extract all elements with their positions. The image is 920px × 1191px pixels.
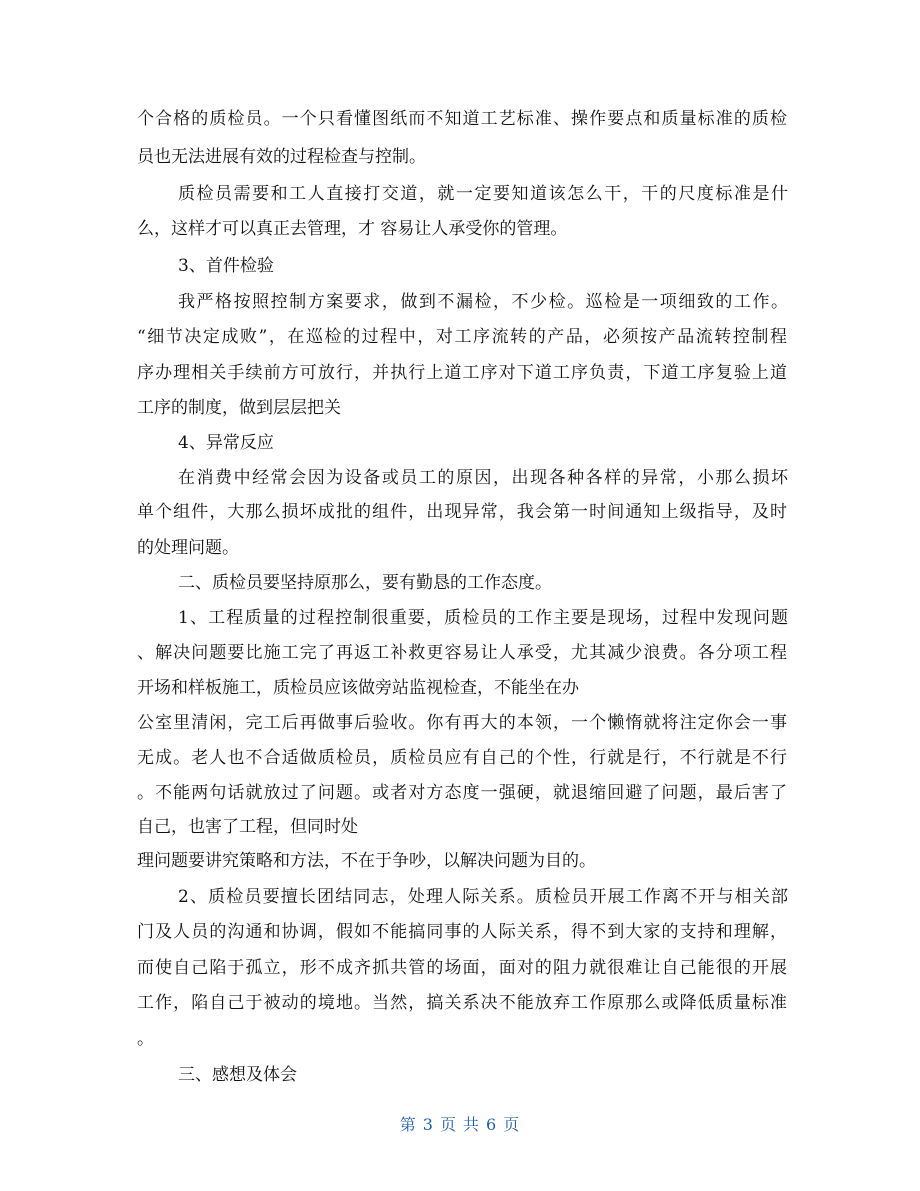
text-line: 序办理相关手续前方可放行，并执行上道工序对下道工序负责，下道工序复验上道 — [137, 363, 787, 383]
text-line: 1、工程质量的过程控制很重要，质检员的工作主要是现场，过程中发现问题 — [178, 608, 788, 628]
text-line: 单个组件，大那么损坏成批的组件，出现异常，我会第一时间通知上级指导，及时 — [137, 502, 787, 522]
page-footer — [0, 1114, 920, 1136]
text-line: 。不能两句话就放过了问题。或者对方态度一强硬，就退缩回避了问题，最后害了 — [137, 783, 787, 803]
text-line: 而使自己陷于孤立，形不成齐抓共管的场面，面对的阻力就很难让自己能很的开展 — [137, 958, 787, 978]
text-line: 在消费中经常会因为设备或员工的原因，出现各种各样的异常，小那么损坏 — [178, 468, 788, 488]
text-line: 2、质检员要擅长团结同志，处理人际关系。质检员开展工作离不开与相关部 — [178, 887, 788, 907]
footer-middle: 页 共 — [439, 1115, 481, 1134]
section-heading: 三、感想及体会 — [178, 1065, 297, 1085]
text-line: 。 — [137, 1029, 154, 1049]
text-line: 门及人员的沟通和协调，假如不能搞同事的人际关系，得不到大家的支持和理解， — [137, 922, 787, 942]
text-line: 么，这样才可以真正去管理，才 容易让人承受你的管理。 — [137, 219, 568, 239]
text-line: 公室里清闲，完工后再做事后验收。你有再大的本领，一个懒惰就将注定你会一事 — [137, 713, 787, 733]
text-line: 无成。老人也不合适做质检员，质检员应有自己的个性，行就是行，不行就是不行 — [137, 748, 787, 768]
footer-total-pages: 6 — [486, 1115, 498, 1134]
footer-suffix: 页 — [503, 1115, 521, 1134]
section-heading: 3、首件检验 — [178, 256, 274, 276]
text-line: 工序的制度，做到层层把关 — [137, 398, 341, 418]
text-line: 员也无法进展有效的过程检查与控制。 — [137, 147, 426, 167]
text-line: 个合格的质检员。一个只看懂图纸而不知道工艺标准、操作要点和质量标准的质检 — [137, 109, 787, 129]
footer-page-number: 3 — [422, 1115, 434, 1134]
text-line: 、解决问题要比施工完了再返工补救更容易让人承受，尤其减少浪费。各分项工程 — [137, 643, 787, 663]
footer-prefix: 第 — [399, 1115, 417, 1134]
text-line: 开场和样板施工，质检员应该做旁站监视检查，不能坐在办 — [137, 678, 579, 698]
section-heading: 二、质检员要坚持原那么，要有勤恳的工作态度。 — [178, 573, 552, 593]
text-line: 我严格按照控制方案要求，做到不漏检，不少检。巡检是一项细致的工作。 — [178, 292, 788, 312]
text-line: “细节决定成败”，在巡检的过程中，对工序流转的产品，必须按产品流转控制程 — [137, 327, 787, 347]
text-line: 质检员需要和工人直接打交道，就一定要知道该怎么干，干的尺度标准是什 — [178, 184, 788, 204]
text-line: 理问题要讲究策略和方法，不在于争吵，以解决问题为目的。 — [137, 851, 596, 871]
text-line: 工作，陷自己于被动的境地。当然，搞关系决不能放弃工作原那么或降低质量标准 — [137, 993, 787, 1013]
text-line: 的处理问题。 — [137, 538, 239, 558]
section-heading: 4、异常反应 — [178, 433, 274, 453]
text-line: 自己，也害了工程，但同时处 — [137, 817, 358, 837]
